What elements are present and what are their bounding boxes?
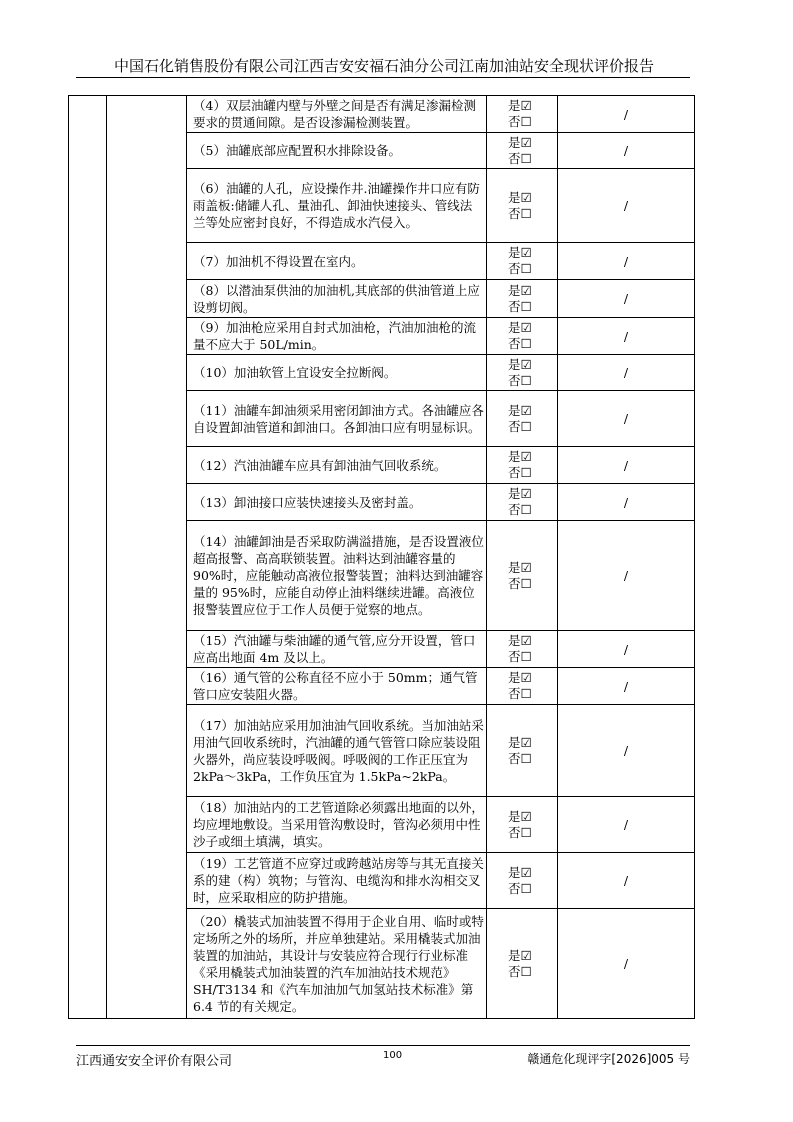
- yes-checkbox[interactable]: 是☑: [508, 559, 532, 575]
- result-cell: /: [558, 797, 695, 853]
- answer-cell: [487, 391, 558, 447]
- result-cell: /: [558, 909, 695, 1019]
- answer-cell: [487, 355, 558, 391]
- item-text: （13）卸油接口应装快速接头及密封盖。: [187, 484, 487, 521]
- yes-checkbox[interactable]: 是☑: [508, 734, 532, 750]
- item-text: （7）加油机不得设置在室内。: [187, 243, 487, 280]
- result-cell: /: [558, 318, 695, 355]
- item-text: （4）双层油罐内壁与外壁之间是否有满足渗漏检测要求的贯通间隙。是否设渗漏检测装置。: [187, 96, 487, 133]
- result-cell: /: [558, 521, 695, 631]
- result-cell: /: [558, 355, 695, 391]
- answer-cell: [487, 909, 558, 1019]
- result-cell: /: [558, 243, 695, 280]
- item-text: （10）加油软管上宜设安全拉断阀。: [187, 355, 487, 391]
- no-checkbox[interactable]: 否☐: [508, 298, 532, 314]
- answer-cell: [487, 484, 558, 521]
- yes-checkbox[interactable]: 是☑: [508, 864, 532, 880]
- result-cell: /: [558, 447, 695, 484]
- answer-cell: [487, 631, 558, 668]
- item-text: （11）油罐车卸油须采用密闭卸油方式。各油罐应各自设置卸油管道和卸油口。各卸油口应有明显标识。: [187, 391, 487, 447]
- result-cell: /: [558, 133, 695, 169]
- item-text: （19）工艺管道不应穿过或跨越站房等与其无直接关系的建（构）筑物；与管沟、电缆沟和排水沟相交叉时，应采取相应的防护措施。: [187, 853, 487, 909]
- answer-cell: [487, 853, 558, 909]
- item-text: （16）通气管的公称直径不应小于 50mm；通气管管口应安装阻火器。: [187, 668, 487, 705]
- no-checkbox[interactable]: 否☐: [508, 575, 532, 591]
- item-text: （6）油罐的人孔，应设操作井.油罐操作井口应有防雨盖板:储罐人孔、量油孔、卸油快速接头、管线法兰等处应密封良好，不得造成水汽侵入。: [187, 169, 487, 243]
- yes-checkbox[interactable]: 是☑: [508, 633, 532, 648]
- item-text: （18）加油站内的工艺管道除必须露出地面的以外，均应埋地敷设。当采用管沟敷设时，管沟必须用中性沙子或细土填满，填实。: [187, 797, 487, 853]
- no-checkbox[interactable]: 否☐: [508, 649, 532, 664]
- yes-checkbox[interactable]: 是☑: [508, 189, 532, 205]
- result-cell: /: [558, 705, 695, 797]
- no-checkbox[interactable]: 否☐: [508, 418, 532, 434]
- no-checkbox[interactable]: 否☐: [508, 114, 532, 129]
- result-cell: /: [558, 169, 695, 243]
- no-checkbox[interactable]: 否☐: [508, 205, 532, 221]
- yes-checkbox[interactable]: 是☑: [508, 402, 532, 418]
- yes-checkbox[interactable]: 是☑: [508, 449, 532, 464]
- yes-checkbox[interactable]: 是☑: [508, 320, 532, 335]
- no-checkbox[interactable]: 否☐: [508, 465, 532, 480]
- item-text: （14）油罐卸油是否采取防满溢措施，是否设置液位超高报警、高高联锁装置。油料达到油罐容量的 90%时，应能触动高液位报警装置；油料达到油罐容量的 95%时，应能自动停止油料继续进罐。高液位报警装置应位于工作人员便于觉察的地点。: [187, 521, 487, 631]
- yes-checkbox[interactable]: 是☑: [508, 947, 532, 963]
- yes-checkbox[interactable]: 是☑: [508, 245, 532, 260]
- no-checkbox[interactable]: 否☐: [508, 502, 532, 517]
- item-text: （5）油罐底部应配置积水排除设备。: [187, 133, 487, 169]
- answer-cell: [487, 521, 558, 631]
- answer-cell: [487, 133, 558, 169]
- yes-checkbox[interactable]: 是☑: [508, 282, 532, 298]
- result-cell: /: [558, 280, 695, 318]
- answer-cell: [487, 668, 558, 705]
- result-cell: /: [558, 391, 695, 447]
- no-checkbox[interactable]: 否☐: [508, 686, 532, 701]
- item-text: （15）汽油罐与柴油罐的通气管,应分开设置，管口应高出地面 4m 及以上。: [187, 631, 487, 668]
- yes-checkbox[interactable]: 是☑: [508, 356, 532, 372]
- no-checkbox[interactable]: 否☐: [508, 750, 532, 766]
- answer-cell: [487, 797, 558, 853]
- no-checkbox[interactable]: 否☐: [508, 824, 532, 840]
- answer-cell: [487, 243, 558, 280]
- no-checkbox[interactable]: 否☐: [508, 150, 532, 166]
- subcategory-cell: [107, 96, 187, 1019]
- table-row: [69, 96, 695, 133]
- answer-cell: [487, 280, 558, 318]
- item-text: （12）汽油油罐车应具有卸油油气回收系统。: [187, 447, 487, 484]
- category-cell: [69, 96, 107, 1019]
- page-header-title: 中国石化销售股份有限公司江西吉安安福石油分公司江南加油站安全现状评价报告: [113, 57, 654, 75]
- no-checkbox[interactable]: 否☐: [508, 372, 532, 388]
- item-text: （9）加油枪应采用自封式加油枪，汽油加油枪的流量不应大于 50L/min。: [187, 318, 487, 355]
- footer-divider: [76, 1045, 690, 1046]
- header-divider: [76, 77, 690, 78]
- footer-company: 江西通安安全评价有限公司: [76, 1054, 233, 1069]
- answer-cell: [487, 96, 558, 133]
- yes-checkbox[interactable]: 是☑: [508, 98, 532, 113]
- result-cell: /: [558, 668, 695, 705]
- no-checkbox[interactable]: 否☐: [508, 963, 532, 979]
- yes-checkbox[interactable]: 是☑: [508, 670, 532, 685]
- result-cell: /: [558, 631, 695, 668]
- no-checkbox[interactable]: 否☐: [508, 880, 532, 896]
- yes-checkbox[interactable]: 是☑: [508, 486, 532, 501]
- result-cell: /: [558, 96, 695, 133]
- answer-cell: [487, 447, 558, 484]
- no-checkbox[interactable]: 否☐: [508, 336, 532, 351]
- page-number: 100: [383, 1050, 403, 1061]
- document-number: 赣通危化现评字[2026]005 号: [527, 1052, 690, 1066]
- checklist-table: [68, 95, 695, 1019]
- item-text: （17）加油站应采用加油油气回收系统。当加油站采用油气回收系统时，汽油罐的通气管管口除应装设阻火器外，尚应装设呼吸阀。呼吸阀的工作正压宜为 2kPa～3kPa，工作负压宜为 1.5kPa~2kPa。: [187, 705, 487, 797]
- answer-cell: [487, 169, 558, 243]
- result-cell: /: [558, 853, 695, 909]
- no-checkbox[interactable]: 否☐: [508, 261, 532, 276]
- item-text: （8）以潜油泵供油的加油机,其底部的供油管道上应设剪切阀。: [187, 280, 487, 318]
- yes-checkbox[interactable]: 是☑: [508, 808, 532, 824]
- answer-cell: [487, 705, 558, 797]
- yes-checkbox[interactable]: 是☑: [508, 134, 532, 150]
- item-text: （20）橇装式加油装置不得用于企业自用、临时或特定场所之外的场所，并应单独建站。采用橇装式加油装置的加油站，其设计与安装应符合现行行业标准《采用橇装式加油装置的汽车加油站技术规范》SH/T3134 和《汽车加油加气加氢站技术标准》第 6.4 节的有关规定。: [187, 909, 487, 1019]
- answer-cell: [487, 318, 558, 355]
- result-cell: /: [558, 484, 695, 521]
